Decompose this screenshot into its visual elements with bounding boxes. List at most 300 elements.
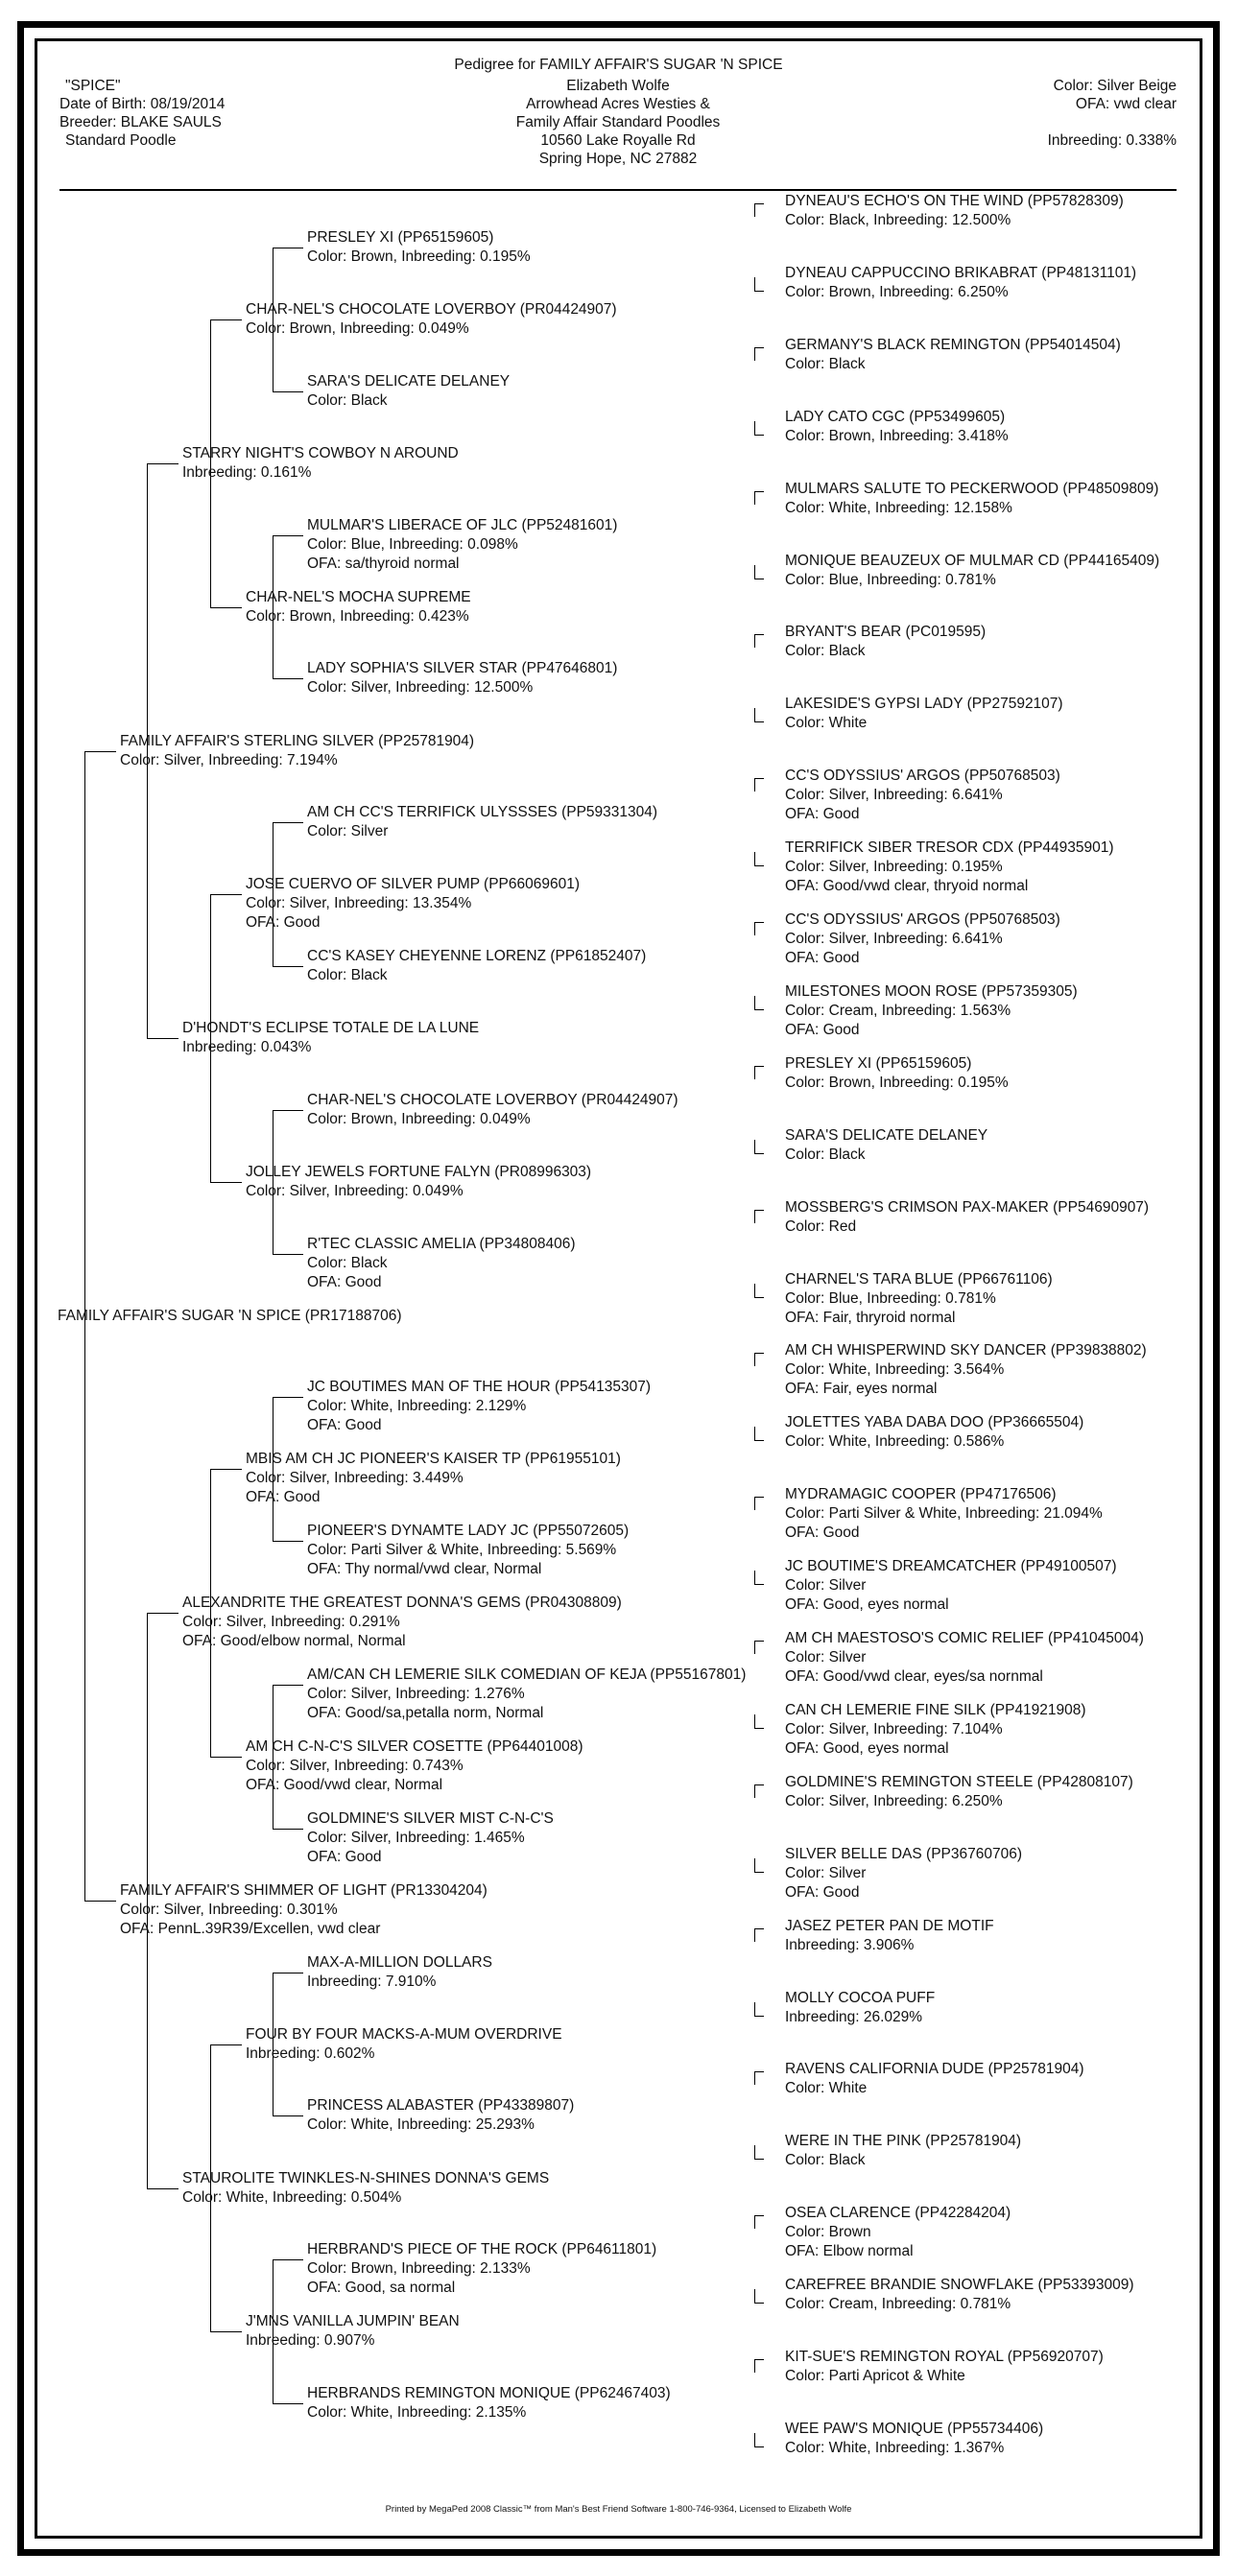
ancestor-name: AM CH CC'S TERRIFICK ULYSSSES (PP59331304) — [307, 804, 658, 820]
ancestor-name: GERMANY'S BLACK REMINGTON (PP54014504) — [785, 337, 1121, 353]
ancestor-name: OSEA CLARENCE (PP42284204) — [785, 2205, 1011, 2221]
ancestor-detail: Color: Silver, Inbreeding: 3.449% — [246, 1470, 464, 1486]
connector-horizontal — [754, 634, 764, 635]
gen5-ancestor — [785, 1126, 987, 1165]
connector-horizontal — [754, 2215, 764, 2216]
gen4-ancestor — [307, 228, 531, 267]
ancestor-name: BRYANT'S BEAR (PC019595) — [785, 624, 987, 640]
gen5-ancestor — [785, 1989, 935, 2027]
ancestor-detail: Color: Silver, Inbreeding: 7.104% — [785, 1721, 1003, 1737]
gen5-ancestor — [785, 1773, 1133, 1811]
gen5-ancestor — [785, 982, 1078, 1040]
ancestor-detail: Inbreeding: 0.043% — [182, 1039, 312, 1055]
breed: Standard Poodle — [65, 132, 177, 149]
ancestor-detail: Color: Silver, Inbreeding: 6.641% — [785, 787, 1003, 803]
connector-horizontal — [754, 1584, 764, 1585]
connector-vertical — [754, 1284, 755, 1297]
gen3-ancestor — [246, 1450, 621, 1507]
ancestor-name: WEE PAW'S MONIQUE (PP55734406) — [785, 2421, 1044, 2437]
ancestor-name: FAMILY AFFAIR'S STERLING SILVER (PP25781904) — [120, 733, 475, 749]
gen5-ancestor — [785, 408, 1009, 446]
connector-horizontal — [273, 822, 303, 823]
ancestor-name: PRINCESS ALABASTER (PP43389807) — [307, 2097, 575, 2114]
ancestor-name: PRESLEY XI (PP65159605) — [307, 229, 494, 246]
ancestor-detail: Color: White — [785, 715, 868, 731]
connector-horizontal — [754, 2159, 764, 2160]
ancestor-name: HERBRANDS REMINGTON MONIQUE (PP62467403) — [307, 2385, 671, 2401]
ancestor-detail: Color: White, Inbreeding: 1.367% — [785, 2440, 1005, 2456]
ancestor-detail: Color: Silver — [307, 823, 389, 839]
connector-horizontal — [147, 1038, 178, 1039]
connector-horizontal — [754, 1009, 764, 1010]
breeder: Breeder: BLAKE SAULS — [59, 114, 222, 130]
ancestor-detail: OFA: Good — [785, 1022, 860, 1038]
connector-vertical — [754, 778, 755, 792]
ancestor-detail: Color: Cream, Inbreeding: 1.563% — [785, 1003, 1011, 1019]
ancestor-detail: Color: Brown — [785, 2224, 871, 2240]
ancestor-detail: Color: White, Inbreeding: 0.586% — [785, 1433, 1005, 1450]
ancestor-detail: Color: Silver, Inbreeding: 13.354% — [246, 895, 472, 911]
connector-vertical — [754, 1641, 755, 1654]
ancestor-detail: Color: Silver — [785, 1649, 867, 1666]
ancestor-detail: OFA: PennL.39R39/Excellen, vwd clear — [120, 1921, 381, 1937]
ancestor-detail: Color: Silver, Inbreeding: 0.195% — [785, 859, 1003, 875]
date-of-birth: Date of Birth: 08/19/2014 — [59, 96, 226, 112]
connector-horizontal — [273, 1541, 303, 1542]
connector-horizontal — [754, 491, 764, 492]
connector-vertical — [754, 2215, 755, 2229]
ancestor-name: LADY CATO CGC (PP53499605) — [785, 409, 1006, 425]
ancestor-name: MYDRAMAGIC COOPER (PP47176506) — [785, 1486, 1057, 1502]
subject-color: Color: Silver Beige — [1053, 78, 1177, 94]
connector-horizontal — [754, 721, 764, 722]
gen5-ancestor — [785, 623, 986, 661]
ancestor-detail: Color: White, Inbreeding: 25.293% — [307, 2116, 535, 2133]
ancestor-detail: OFA: Good — [307, 1417, 382, 1433]
ancestor-detail: Color: Brown, Inbreeding: 0.195% — [785, 1075, 1009, 1091]
connector-vertical — [754, 491, 755, 505]
connector-horizontal — [754, 2303, 764, 2304]
gen4-ancestor — [307, 1809, 554, 1867]
ancestor-detail: Color: Silver, Inbreeding: 0.291% — [182, 1614, 400, 1630]
ancestor-detail: Color: Blue, Inbreeding: 0.781% — [785, 1290, 996, 1307]
ancestor-name: GOLDMINE'S SILVER MIST C-N-C'S — [307, 1810, 554, 1827]
ancestor-detail: Color: White, Inbreeding: 2.129% — [307, 1398, 527, 1414]
ancestor-detail: Color: White, Inbreeding: 2.135% — [307, 2404, 527, 2421]
gen3-ancestor — [246, 875, 580, 933]
ancestor-name: CAREFREE BRANDIE SNOWFLAKE (PP53393009) — [785, 2277, 1134, 2293]
ancestor-name: STAUROLITE TWINKLES-N-SHINES DONNA'S GEMS — [182, 2170, 550, 2186]
gen5-ancestor — [785, 192, 1124, 230]
gen4-ancestor — [307, 2096, 574, 2135]
gen2-ancestor — [182, 2169, 549, 2208]
ancestor-name: FAMILY AFFAIR'S SHIMMER OF LIGHT (PR13304204) — [120, 1882, 488, 1899]
ancestor-detail: OFA: Thy normal/vwd clear, Normal — [307, 1561, 542, 1577]
ancestor-name: AM/CAN CH LEMERIE SILK COMEDIAN OF KEJA (PP55167801) — [307, 1666, 747, 1683]
address-city: Spring Hope, NC 27882 — [538, 151, 698, 167]
ancestor-name: MILESTONES MOON ROSE (PP57359305) — [785, 983, 1078, 1000]
ancestor-detail: OFA: Fair, thryroid normal — [785, 1310, 956, 1326]
connector-vertical — [754, 2359, 755, 2373]
ancestor-name: JASEZ PETER PAN DE MOTIF — [785, 1918, 994, 1934]
ancestor-name: ALEXANDRITE THE GREATEST DONNA'S GEMS (PR04308809) — [182, 1595, 622, 1611]
connector-horizontal — [273, 1254, 303, 1255]
ancestor-detail: Color: Black — [307, 392, 388, 409]
gen5-ancestor — [785, 1198, 1149, 1237]
ancestor-detail: OFA: Good/sa,petalla norm, Normal — [307, 1705, 544, 1721]
gen5-ancestor — [785, 1270, 1053, 1328]
ancestor-detail: Color: Black — [785, 1146, 866, 1163]
connector-vertical — [754, 1571, 755, 1584]
gen5-ancestor — [785, 1341, 1147, 1399]
ancestor-detail: OFA: sa/thyroid normal — [307, 555, 460, 572]
ancestor-name: D'HONDT'S ECLIPSE TOTALE DE LA LUNE — [182, 1020, 480, 1036]
ancestor-name: SILVER BELLE DAS (PP36760706) — [785, 1846, 1022, 1862]
ancestor-detail: Color: Silver, Inbreeding: 7.194% — [120, 752, 338, 768]
ancestor-name: SARA'S DELICATE DELANEY — [307, 373, 511, 390]
ancestor-detail: Color: Black — [785, 356, 866, 372]
address-street: 10560 Lake Royalle Rd — [540, 132, 696, 149]
gen5-ancestor — [785, 2420, 1043, 2458]
ancestor-name: JC BOUTIME'S DREAMCATCHER (PP49100507) — [785, 1558, 1117, 1574]
connector-horizontal — [754, 1297, 764, 1298]
ancestor-detail: Color: Silver, Inbreeding: 1.276% — [307, 1686, 525, 1702]
ancestor-detail: Color: Brown, Inbreeding: 6.250% — [785, 284, 1009, 300]
connector-horizontal — [147, 2188, 178, 2189]
ancestor-name: FOUR BY FOUR MACKS-A-MUM OVERDRIVE — [246, 2026, 562, 2043]
ancestor-name: MONIQUE BEAUZEUX OF MULMAR CD (PP44165409) — [785, 553, 1160, 569]
ancestor-detail: Color: Silver, Inbreeding: 0.301% — [120, 1902, 338, 1918]
connector-horizontal — [754, 1440, 764, 1441]
gen5-ancestor — [785, 2060, 1084, 2098]
ancestor-detail: OFA: Good — [785, 1884, 860, 1901]
connector-horizontal — [84, 751, 116, 752]
ancestor-detail: Color: Silver — [785, 1577, 867, 1594]
ancestor-name: CC'S ODYSSIUS' ARGOS (PP50768503) — [785, 911, 1060, 928]
ancestor-name: SARA'S DELICATE DELANEY — [785, 1127, 988, 1144]
page-title: Pedigree for FAMILY AFFAIR'S SUGAR 'N SPICE — [454, 57, 783, 73]
ancestor-name: HERBRAND'S PIECE OF THE ROCK (PP64611801) — [307, 2241, 657, 2257]
connector-vertical — [754, 1497, 755, 1510]
ancestor-detail: OFA: Elbow normal — [785, 2243, 914, 2259]
gen5-ancestor — [785, 1845, 1022, 1902]
gen5-ancestor — [785, 767, 1060, 824]
ancestor-name: CHAR-NEL'S MOCHA SUPREME — [246, 589, 471, 605]
gen5-ancestor — [785, 336, 1121, 374]
header-divider — [59, 189, 1177, 191]
connector-horizontal — [754, 1353, 764, 1354]
connector-horizontal — [754, 778, 764, 779]
gen3-ancestor — [246, 2025, 562, 2064]
connector-vertical — [754, 708, 755, 721]
ancestor-detail: Color: Red — [785, 1218, 857, 1235]
ancestor-name: CHAR-NEL'S CHOCOLATE LOVERBOY (PR04424907) — [246, 301, 617, 318]
connector-vertical — [754, 2145, 755, 2159]
ancestor-detail: OFA: Good — [246, 1489, 321, 1505]
ancestor-name: MOLLY COCOA PUFF — [785, 1990, 936, 2006]
connector-horizontal — [754, 1210, 764, 1211]
ancestor-detail: Color: Brown, Inbreeding: 0.049% — [246, 320, 469, 337]
connector-horizontal — [210, 2044, 242, 2045]
ancestor-detail: Inbreeding: 26.029% — [785, 2009, 923, 2025]
connector-vertical — [754, 277, 755, 291]
ancestor-detail: OFA: Good/vwd clear, eyes/sa nornmal — [785, 1668, 1043, 1685]
ancestor-detail: Color: Silver, Inbreeding: 0.049% — [246, 1183, 464, 1199]
ancestor-name: KIT-SUE'S REMINGTON ROYAL (PP56920707) — [785, 2349, 1104, 2365]
ancestor-name: LAKESIDE'S GYPSI LADY (PP27592107) — [785, 696, 1063, 712]
connector-horizontal — [754, 203, 764, 204]
subject-inbreeding: Inbreeding: 0.338% — [1047, 132, 1177, 149]
connector-horizontal — [754, 435, 764, 436]
ancestor-detail: Color: Brown, Inbreeding: 2.133% — [307, 2260, 531, 2277]
ancestor-name: JOLLEY JEWELS FORTUNE FALYN (PR08996303) — [246, 1164, 592, 1180]
ancestor-detail: OFA: Good, sa normal — [307, 2280, 456, 2296]
connector-horizontal — [754, 2071, 764, 2072]
connector-horizontal — [210, 319, 242, 320]
connector-horizontal — [754, 1728, 764, 1729]
ancestor-name: TERRIFICK SIBER TRESOR CDX (PP44935901) — [785, 839, 1114, 856]
ancestor-name: CC'S ODYSSIUS' ARGOS (PP50768503) — [785, 768, 1060, 784]
ancestor-detail: Inbreeding: 7.910% — [307, 1973, 437, 1990]
ancestor-detail: OFA: Good — [246, 914, 321, 931]
connector-horizontal — [273, 535, 303, 536]
ancestor-detail: Color: White, Inbreeding: 0.504% — [182, 2189, 402, 2206]
owner-name: Elizabeth Wolfe — [566, 78, 670, 94]
gen4-ancestor — [307, 372, 510, 411]
gen2-ancestor — [182, 1594, 622, 1651]
gen3-ancestor — [246, 2312, 460, 2351]
ancestor-detail: OFA: Good/vwd clear, thryoid normal — [785, 878, 1029, 894]
connector-horizontal — [273, 1110, 303, 1111]
ancestor-name: MAX-A-MILLION DOLLARS — [307, 1954, 492, 1971]
connector-vertical — [754, 1784, 755, 1798]
gen5-ancestor — [785, 1701, 1086, 1759]
ancestor-detail: Color: Parti Silver & White, Inbreeding: 21.094% — [785, 1505, 1103, 1522]
ancestor-name: RAVENS CALIFORNIA DUDE (PP25781904) — [785, 2061, 1084, 2077]
gen1-ancestor — [120, 1881, 488, 1939]
ancestor-name: PRESLEY XI (PP65159605) — [785, 1055, 972, 1072]
gen3-ancestor — [246, 300, 617, 339]
gen5-ancestor — [785, 264, 1136, 302]
connector-vertical — [84, 751, 85, 1901]
ancestor-name: AM CH MAESTOSO'S COMIC RELIEF (PP41045004) — [785, 1630, 1144, 1646]
ancestor-detail: Color: Silver, Inbreeding: 6.641% — [785, 931, 1003, 947]
gen5-ancestor — [785, 2132, 1021, 2170]
ancestor-name: DYNEAU CAPPUCCINO BRIKABRAT (PP48131101) — [785, 265, 1137, 281]
connector-horizontal — [273, 2403, 303, 2404]
connector-horizontal — [754, 922, 764, 923]
gen4-ancestor — [307, 1522, 629, 1579]
connector-horizontal — [754, 1497, 764, 1498]
gen5-ancestor — [785, 480, 1158, 518]
gen4-ancestor — [307, 2384, 671, 2422]
gen5-ancestor — [785, 2276, 1134, 2314]
gen5-ancestor — [785, 1485, 1103, 1543]
ancestor-detail: Color: Parti Apricot & White — [785, 2368, 965, 2384]
gen2-ancestor — [182, 1019, 479, 1057]
ancestor-detail: OFA: Good — [785, 806, 860, 822]
ancestor-name: CAN CH LEMERIE FINE SILK (PP41921908) — [785, 1702, 1086, 1718]
connector-horizontal — [754, 1641, 764, 1642]
connector-vertical — [754, 634, 755, 648]
ancestor-detail: Color: Silver, Inbreeding: 1.465% — [307, 1830, 525, 1846]
connector-vertical — [754, 2002, 755, 2016]
ancestor-name: J'MNS VANILLA JUMPIN' BEAN — [246, 2313, 460, 2329]
connector-horizontal — [754, 2446, 764, 2447]
ancestor-detail: OFA: Good — [785, 1524, 860, 1541]
connector-horizontal — [754, 1784, 764, 1785]
gen5-ancestor — [785, 1054, 1009, 1093]
connector-vertical — [754, 1140, 755, 1153]
ancestor-detail: Color: Silver — [785, 1865, 867, 1881]
gen4-ancestor — [307, 803, 657, 841]
ancestor-detail: Color: Black — [307, 1255, 388, 1271]
ancestor-detail: OFA: Good, eyes normal — [785, 1596, 949, 1613]
gen5-ancestor — [785, 2348, 1104, 2386]
connector-vertical — [754, 2071, 755, 2085]
connector-horizontal — [273, 2115, 303, 2116]
kennel-line-2: Family Affair Standard Poodles — [515, 114, 721, 130]
ancestor-name: JC BOUTIMES MAN OF THE HOUR (PP54135307) — [307, 1379, 652, 1395]
connector-horizontal — [754, 1872, 764, 1873]
ancestor-detail: Inbreeding: 0.907% — [246, 2332, 375, 2349]
gen3-ancestor — [246, 588, 471, 626]
kennel-line-1: Arrowhead Acres Westies & — [526, 96, 710, 112]
connector-horizontal — [754, 2016, 764, 2017]
gen4-ancestor — [307, 1953, 492, 1992]
ancestor-name: LADY SOPHIA'S SILVER STAR (PP47646801) — [307, 660, 618, 676]
call-name: "SPICE" — [65, 78, 121, 94]
ancestor-detail: Inbreeding: 3.906% — [785, 1937, 915, 1953]
connector-vertical — [754, 996, 755, 1009]
connector-horizontal — [147, 1613, 178, 1614]
gen5-ancestor — [785, 695, 1063, 733]
gen2-ancestor — [182, 444, 459, 483]
ancestor-name: JOLETTES YABA DABA DOO (PP36665504) — [785, 1414, 1084, 1430]
gen1-ancestor — [120, 732, 474, 770]
ancestor-detail: OFA: Good, eyes normal — [785, 1740, 949, 1757]
ancestor-detail: Color: Silver, Inbreeding: 0.743% — [246, 1758, 464, 1774]
connector-horizontal — [273, 2259, 303, 2260]
gen3-ancestor — [246, 1163, 591, 1201]
connector-vertical — [754, 922, 755, 935]
connector-vertical — [754, 421, 755, 435]
connector-horizontal — [210, 1757, 242, 1758]
gen5-ancestor — [785, 1629, 1144, 1687]
connector-horizontal — [754, 347, 764, 348]
ancestor-detail: OFA: Good/vwd clear, Normal — [246, 1777, 443, 1793]
connector-vertical — [754, 1858, 755, 1872]
ancestor-detail: Color: Brown, Inbreeding: 3.418% — [785, 428, 1009, 444]
gen4-ancestor — [307, 1235, 576, 1292]
ancestor-detail: Color: Cream, Inbreeding: 0.781% — [785, 2296, 1011, 2312]
gen5-ancestor — [785, 910, 1060, 968]
ancestor-name: PIONEER'S DYNAMTE LADY JC (PP55072605) — [307, 1523, 630, 1539]
connector-vertical — [754, 1427, 755, 1440]
connector-vertical — [754, 565, 755, 579]
connector-horizontal — [273, 1397, 303, 1398]
ancestor-detail: Inbreeding: 0.602% — [246, 2045, 375, 2062]
gen5-ancestor — [785, 2204, 1011, 2261]
connector-vertical — [754, 1066, 755, 1079]
connector-horizontal — [210, 1182, 242, 1183]
connector-horizontal — [210, 1469, 242, 1470]
ancestor-detail: OFA: Good/elbow normal, Normal — [182, 1633, 406, 1649]
subject-ofa: OFA: vwd clear — [1075, 96, 1177, 112]
ancestor-name: R'TEC CLASSIC AMELIA (PP34808406) — [307, 1236, 576, 1252]
connector-horizontal — [147, 463, 178, 464]
connector-horizontal — [754, 2359, 764, 2360]
ancestor-name: MULMAR'S LIBERACE OF JLC (PP52481601) — [307, 517, 618, 533]
connector-vertical — [754, 1353, 755, 1366]
ancestor-name: MULMARS SALUTE TO PECKERWOOD (PP48509809) — [785, 481, 1159, 497]
gen4-ancestor — [307, 1378, 651, 1435]
ancestor-detail: Color: Black, Inbreeding: 12.500% — [785, 212, 1011, 228]
printed-by-footer: Printed by MegaPed 2008 Classic™ from Man's Best Friend Software 1-800-746-9364, Licensed to Elizabeth Wolfe — [385, 2504, 852, 2515]
ancestor-detail: Color: White, Inbreeding: 12.158% — [785, 500, 1012, 516]
ancestor-detail: OFA: Fair, eyes normal — [785, 1381, 938, 1397]
gen4-ancestor — [307, 659, 617, 697]
gen5-ancestor — [785, 552, 1159, 590]
ancestor-name: AM CH C-N-C'S SILVER COSETTE (PP64401008) — [246, 1738, 583, 1755]
gen4-ancestor — [307, 947, 646, 985]
connector-horizontal — [273, 391, 303, 392]
connector-vertical — [754, 1928, 755, 1942]
connector-vertical — [754, 2433, 755, 2446]
connector-horizontal — [273, 966, 303, 967]
gen5-ancestor — [785, 839, 1114, 896]
connector-horizontal — [754, 865, 764, 866]
connector-vertical — [754, 852, 755, 865]
ancestor-detail: Color: Brown, Inbreeding: 0.423% — [246, 608, 469, 625]
connector-horizontal — [273, 1685, 303, 1686]
ancestor-detail: Color: Black — [785, 2152, 866, 2168]
ancestor-name: DYNEAU'S ECHO'S ON THE WIND (PP57828309) — [785, 193, 1124, 209]
ancestor-detail: OFA: Good — [785, 950, 860, 966]
ancestor-detail: Color: White, Inbreeding: 3.564% — [785, 1361, 1005, 1378]
ancestor-name: GOLDMINE'S REMINGTON STEELE (PP42808107) — [785, 1774, 1133, 1790]
ancestor-name: CC'S KASEY CHEYENNE LORENZ (PP61852407) — [307, 948, 647, 964]
gen4-ancestor — [307, 516, 617, 574]
ancestor-name: FAMILY AFFAIR'S SUGAR 'N SPICE (PR17188706) — [58, 1308, 402, 1324]
connector-horizontal — [754, 1066, 764, 1067]
ancestor-name: CHAR-NEL'S CHOCOLATE LOVERBOY (PR04424907) — [307, 1092, 678, 1108]
connector-horizontal — [754, 1928, 764, 1929]
gen5-ancestor — [785, 1557, 1116, 1615]
ancestor-name: MBIS AM CH JC PIONEER'S KAISER TP (PP61955101) — [246, 1451, 621, 1467]
connector-horizontal — [754, 1153, 764, 1154]
ancestor-name: MOSSBERG'S CRIMSON PAX-MAKER (PP54690907) — [785, 1199, 1150, 1216]
ancestor-detail: Color: Parti Silver & White, Inbreeding: 5.569% — [307, 1542, 617, 1558]
connector-horizontal — [210, 2331, 242, 2332]
connector-horizontal — [754, 291, 764, 292]
ancestor-detail: Inbreeding: 0.161% — [182, 464, 312, 481]
connector-vertical — [754, 1714, 755, 1728]
ancestor-detail: Color: Brown, Inbreeding: 0.049% — [307, 1111, 531, 1127]
subject-dog — [58, 1307, 402, 1326]
ancestor-detail: Color: Brown, Inbreeding: 0.195% — [307, 248, 531, 265]
connector-horizontal — [273, 678, 303, 679]
connector-horizontal — [84, 1901, 116, 1902]
ancestor-detail: Color: Silver, Inbreeding: 6.250% — [785, 1793, 1003, 1809]
ancestor-detail: Color: Blue, Inbreeding: 0.781% — [785, 572, 996, 588]
ancestor-detail: Color: White — [785, 2080, 868, 2096]
gen4-ancestor — [307, 1091, 678, 1129]
ancestor-name: CHARNEL'S TARA BLUE (PP66761106) — [785, 1271, 1053, 1288]
gen4-ancestor — [307, 2240, 656, 2298]
connector-vertical — [754, 1210, 755, 1223]
connector-vertical — [754, 203, 755, 217]
